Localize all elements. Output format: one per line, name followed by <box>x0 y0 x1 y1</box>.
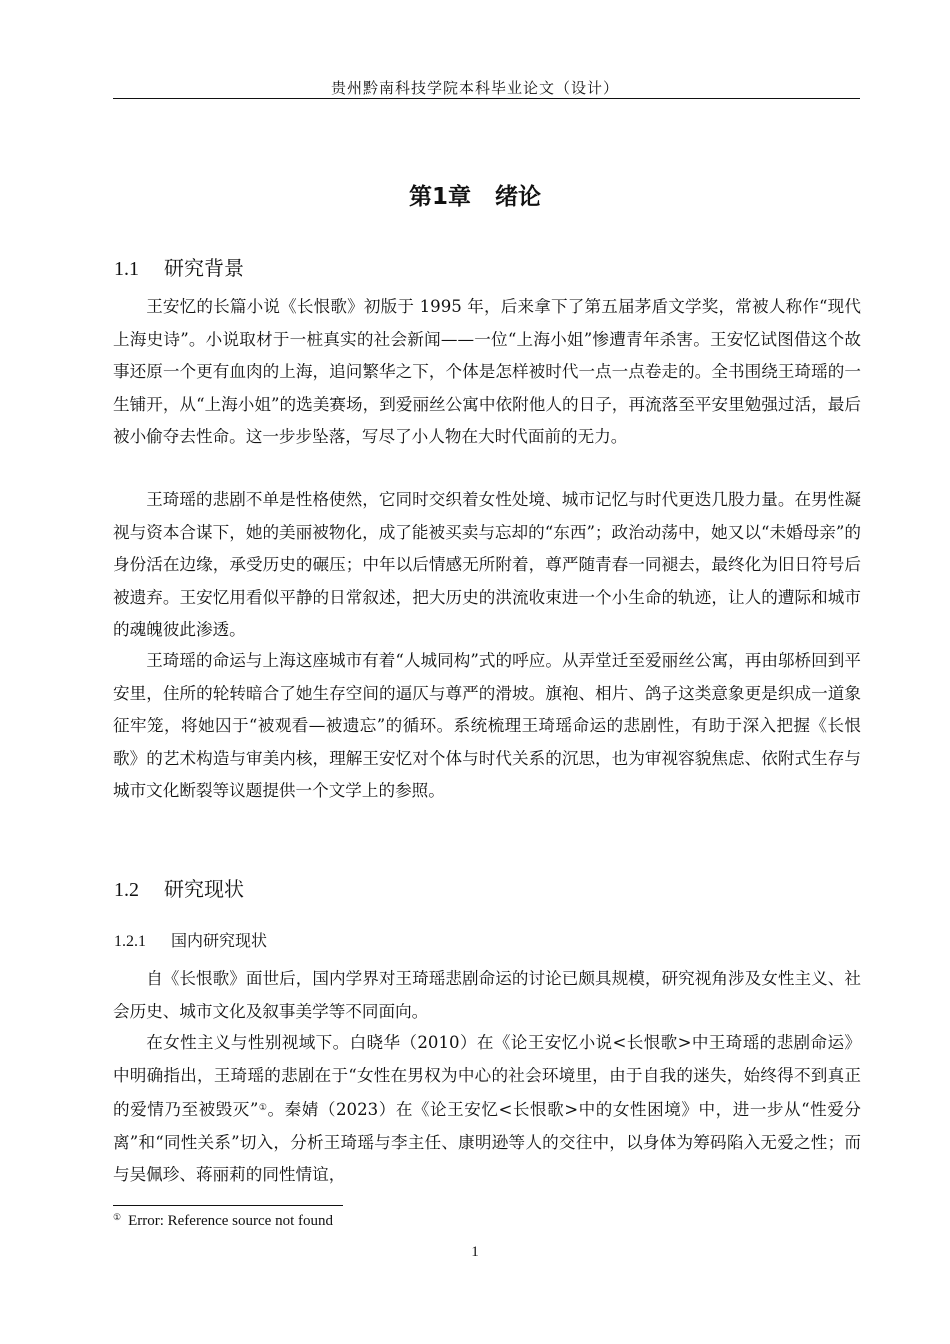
footnote-text: Error: Reference source not found <box>128 1213 333 1229</box>
footnote-mark: ① <box>113 1212 122 1222</box>
subsection-heading-1-2-1 <box>114 928 267 951</box>
chapter-heading <box>0 178 950 211</box>
footnote-reference[interactable]: ① <box>258 1103 268 1114</box>
body-paragraph: 自《长恨歌》面世后，国内学界对王琦瑶悲剧命运的讨论已颇具规模，研究视角涉及女性主义、社会历史、城市文化及叙事美学等不同面向。 <box>113 969 861 1021</box>
body-paragraph: 王琦瑶的悲剧不单是性格使然，它同时交织着女性处境、城市记忆与时代更迭几股力量。在男性凝视与资本合谋下，她的美丽被物化，成了能被买卖与忘却的“东西”；政治动荡中，她又以“未婚母亲”的身份活在边缘，承受历史的碾压；中年以后情感无所附着，尊严随青春一同褪去，最终化为旧日符号后被遗弃。王安忆用看似平静的日常叙述，把大历史的洪流收束进一个小生命的轨迹，让人的遭际和城市的魂魄彼此渗透。 <box>113 490 861 640</box>
body-paragraph: 王琦瑶的命运与上海这座城市有着“人城同构”式的呼应。从弄堂迁至爱丽丝公寓，再由邬桥回到平安里，住所的轮转暗合了她生存空间的逼仄与尊严的滑坡。旗袍、相片、鸽子这类意象更是织成一道象征牢笼，将她囚于“被观看—被遗忘”的循环。系统梳理王琦瑶命运的悲剧性，有助于深入把握《长恨歌》的艺术构造与审美内核，理解王安忆对个体与时代关系的沉思，也为审视容貌焦虑、依附式生存与城市文化断裂等议题提供一个文学上的参照。 <box>113 651 861 801</box>
subsection-title: 国内研究现状 <box>171 931 268 950</box>
footnote-separator <box>113 1205 343 1206</box>
paragraph-text: 在女性主义与性别视域下。白晓华（2010）在《论王安忆小说<长恨歌>中王琦瑶的悲剧命运》中明确指出，王琦瑶的悲剧在于“女性在男权为中心的社会环境里，由于自我的迷失，始终得不到真正的爱情乃至被毁灭” <box>113 1033 861 1120</box>
section-heading-1-1 <box>114 252 244 281</box>
section-heading-1-2 <box>114 873 244 902</box>
subsection-number: 1.2.1 <box>114 933 146 950</box>
chapter-title: 绪论 <box>495 184 541 210</box>
section-title: 研究背景 <box>164 256 244 280</box>
body-paragraph: 王安忆的长篇小说《长恨歌》初版于 1995 年，后来拿下了第五届茅盾文学奖，常被人称作“现代上海史诗”。小说取材于一桩真实的社会新闻——一位“上海小姐”惨遭青年杀害。王安忆试图借这个故事还原一个更有血肉的上海，追问繁华之下，个体是怎样被时代一点一点卷走的。全书围绕王琦瑶的一生铺开，从“上海小姐”的选美赛场，到爱丽丝公寓中依附他人的日子，再流落至平安里勉强过活，最后被小偷夺去性命。这一步步坠落，写尽了小人物在大时代面前的无力。 <box>113 297 861 447</box>
body-paragraph <box>113 1027 861 1192</box>
paragraph-text: 。秦婧（2023）在《论王安忆<长恨歌>中的女性困境》中，进一步从“性爱分离”和“同性关系”切入，分析王琦瑶与李主任、康明逊等人的交往中，以身体为筹码陷入无爱之性；而与吴佩珍、蒋丽莉的同性情谊， <box>113 1100 861 1185</box>
chapter-number: 第1章 <box>408 184 471 210</box>
page-number: 1 <box>471 1244 479 1260</box>
section-title: 研究现状 <box>164 877 244 901</box>
running-header: 贵州黔南科技学院本科毕业论文（设计） <box>330 79 619 97</box>
header-rule <box>113 98 860 99</box>
section-number: 1.1 <box>114 258 139 280</box>
section-number: 1.2 <box>114 879 139 901</box>
footnote <box>113 1212 333 1230</box>
